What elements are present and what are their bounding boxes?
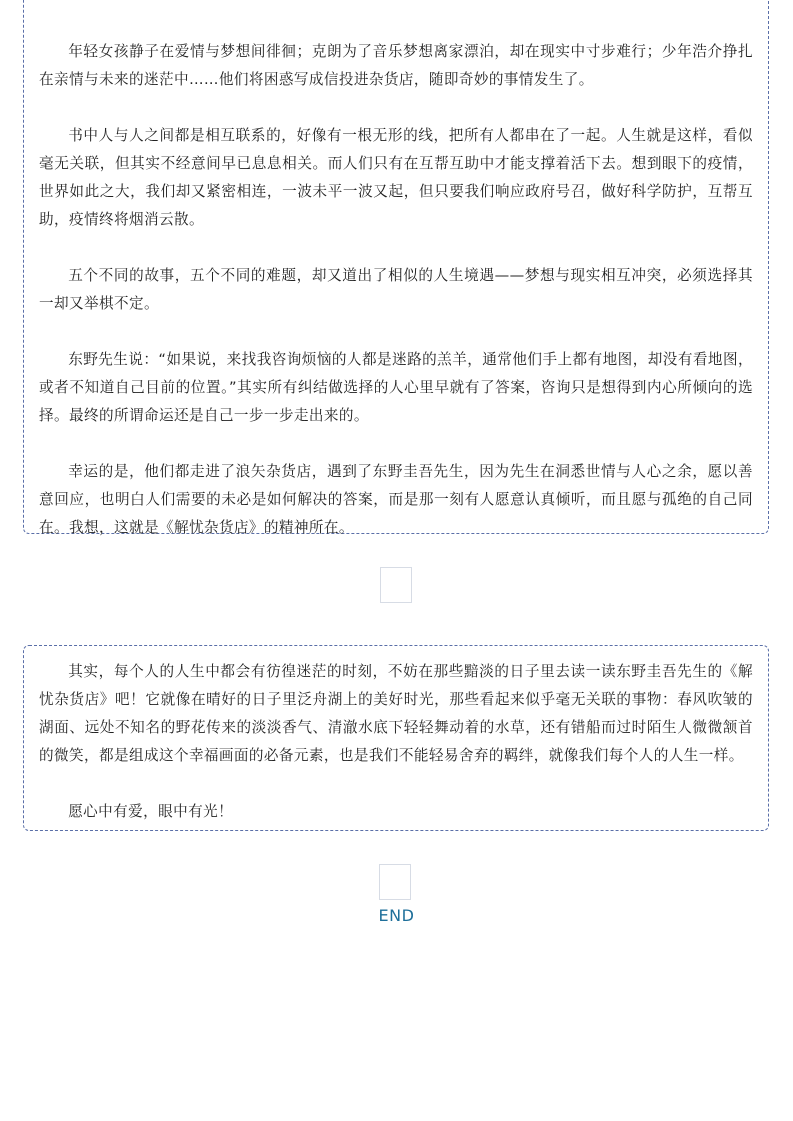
- paragraph: 书中人与人之间都是相互联系的，好像有一根无形的线，把所有人都串在了一起。人生就是这样，看似毫无关联，但其实不经意间早已息息相关。而人们只有在互帮互助中才能支撑着活下去。想到眼下的疫情，世界如此之大，我们却又紧密相连，一波未平一波又起，但只要我们响应政府号召，做好科学防护，互帮互助，疫情终将烟消云散。: [39, 127, 753, 228]
- paragraph: 幸运的是，他们都走进了浪矢杂货店，遇到了东野圭吾先生，因为先生在洞悉世情与人心之余，愿以善意回应，也明白人们需要的未必是如何解决的答案，而是那一刻有人愿意认真倾听，而且愿与孤绝的自己同在。我想，这就是《解忧杂货店》的精神所在。: [39, 463, 753, 536]
- paragraph: 其实，每个人的人生中都会有彷徨迷茫的时刻，不妨在那些黯淡的日子里去读一读东野圭吾先生的《解忧杂货店》吧！它就像在晴好的日子里泛舟湖上的美好时光，那些看起来似乎毫无关联的事物：春风吹皱的湖面、远处不知名的野花传来的淡淡香气、清澈水底下轻轻舞动着的水草，还有错船而过时陌生人微微颔首的微笑，都是组成这个幸福画面的必备元素，也是我们不能轻易舍弃的羁绊，就像我们每个人的人生一样。: [39, 663, 753, 764]
- end-label: END: [378, 906, 415, 925]
- paragraph: 东野先生说：“如果说，来找我咨询烦恼的人都是迷路的羔羊，通常他们手上都有地图，却没有看地图，或者不知道自己目前的位置。”其实所有纠结做选择的人心里早就有了答案，咨询只是想得到内心所倾向的选择。最终的所谓命运还是自己一步一步走出来的。: [39, 351, 753, 424]
- paragraph: 年轻女孩静子在爱情与梦想间徘徊；克朗为了音乐梦想离家漂泊，却在现实中寸步难行；少年浩介挣扎在亲情与未来的迷茫中……他们将困惑写成信投进杂货店，随即奇妙的事情发生了。: [39, 43, 753, 88]
- closing-line: 愿心中有爱，眼中有光！: [68, 803, 234, 820]
- article-section-box-1: [23, 0, 769, 534]
- article-section-box-2: [23, 645, 769, 831]
- section-divider-image: [380, 567, 412, 603]
- end-divider-image: [379, 864, 411, 900]
- paragraph: 五个不同的故事，五个不同的难题，却又道出了相似的人生境遇——梦想与现实相互冲突，必须选择其一却又举棋不定。: [39, 267, 753, 312]
